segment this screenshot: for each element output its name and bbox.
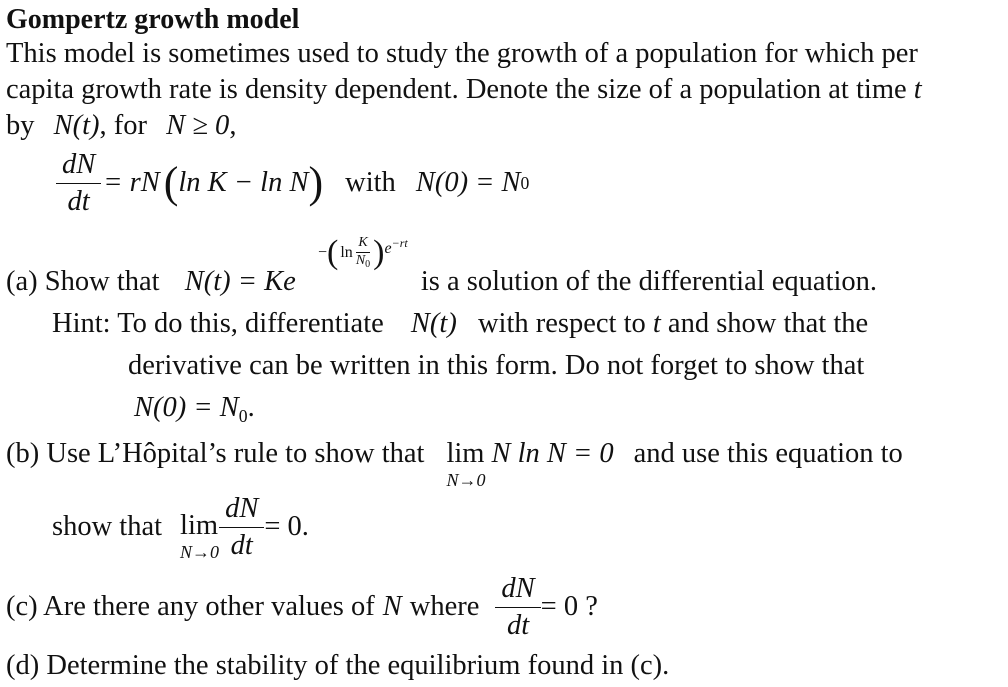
part-a-tail: is a solution of the differential equation. — [420, 266, 878, 297]
part-b-label: (b) Use L’Hôpital’s rule to show that — [6, 438, 425, 469]
part-a-hint-line-3 — [134, 394, 255, 426]
intro-line-3 — [6, 112, 236, 141]
page-title: Gompertz growth model — [6, 4, 300, 35]
ode-derivative — [56, 150, 101, 217]
ode-open-paren: ( — [163, 158, 179, 208]
hint-Nt: N(t) — [410, 308, 457, 339]
part-b-line2-lim-under: N→0 — [180, 541, 220, 562]
intro-line-2 — [6, 76, 922, 105]
exponent-ln: ln — [340, 244, 353, 262]
ode-denominator: dt — [67, 185, 90, 217]
hint-initial: N(0) = N — [134, 392, 239, 423]
exponent-frac-den-sub: 0 — [365, 258, 371, 270]
exponent-frac-den-wrap — [354, 253, 372, 271]
part-c-end: = 0 ? — [540, 591, 598, 623]
part-b-frac-den: dt — [230, 529, 253, 561]
ode-rhs: = rN — [103, 167, 160, 199]
exponent-frac-den: N — [355, 252, 366, 268]
ode-equation — [56, 150, 529, 217]
part-c-var: N — [382, 591, 402, 623]
exponent-open-paren: ( — [327, 234, 339, 272]
exponent-rt: −rt — [391, 235, 408, 250]
exponent-e: e — [384, 240, 392, 258]
hint-prefix: Hint: To do this, differentiate — [52, 308, 384, 339]
hint-initial-end: . — [247, 392, 255, 423]
part-c-frac-num: dN — [495, 574, 540, 608]
part-a-hint-line-2: derivative can be written in this form. Do not forget to show that — [128, 350, 865, 381]
part-c-line — [6, 574, 598, 641]
part-c-where: where — [409, 591, 480, 623]
hint-mid: with respect to — [477, 308, 646, 339]
exponent-frac-num: K — [356, 236, 369, 253]
ode-numerator: dN — [56, 150, 101, 184]
part-c-derivative — [495, 574, 540, 641]
part-d-line: (d) Determine the stability of the equilibrium found in (c). — [6, 650, 670, 681]
exponent-fraction — [354, 236, 372, 270]
exponent-close-paren: ) — [373, 234, 385, 272]
part-b-lim: lim — [446, 438, 485, 469]
part-b-limit — [446, 440, 485, 489]
hint-initial-sub: 0 — [238, 406, 248, 427]
part-b-line-2 — [52, 494, 309, 561]
part-b-line2-limit — [180, 512, 219, 561]
part-b-line2-end: = 0. — [264, 511, 309, 543]
part-b-line2-prefix: show that — [52, 511, 163, 543]
ode-inner: ln K − ln N — [178, 167, 309, 199]
part-a-label: (a) Show that — [6, 266, 160, 297]
part-c-label: (c) Are there any other values of — [6, 591, 375, 623]
intro-line-1: This model is sometimes used to study the growth of a population for which per — [6, 38, 918, 69]
intro-for: , for — [99, 110, 148, 141]
ode-with: with — [345, 167, 396, 199]
intro-comma: , — [229, 110, 237, 141]
part-b-line2-lim: lim — [180, 510, 219, 542]
intro-by: by — [6, 110, 35, 141]
intro-Nt: N(t) — [53, 110, 100, 141]
part-a-exponent — [318, 236, 408, 270]
part-b-line-1 — [6, 440, 903, 489]
hint-t: t — [652, 308, 661, 339]
intro-line-2-text: capita growth rate is density dependent. Denote the size of a population at time — [6, 74, 907, 105]
part-a-line-1 — [6, 268, 877, 297]
ode-initial-sub: 0 — [520, 172, 530, 193]
part-b-expr: N ln N = 0 — [491, 438, 614, 469]
intro-condition: N ≥ 0 — [166, 110, 230, 141]
hint-end: and show that the — [667, 308, 869, 339]
part-c-frac-den: dt — [506, 609, 530, 641]
ode-initial: N(0) = N — [415, 167, 521, 199]
part-a-solution: N(t) = Ke — [184, 266, 296, 297]
intro-time-var: t — [913, 74, 922, 105]
part-a-hint-line-1 — [52, 310, 868, 339]
ode-close-paren: ) — [308, 158, 324, 208]
part-b-frac-num: dN — [219, 494, 264, 528]
part-b-lim-under: N→0 — [446, 469, 486, 490]
part-b-tail: and use this equation to — [633, 438, 903, 469]
exponent-minus: − — [318, 244, 328, 262]
part-b-derivative — [219, 494, 264, 561]
